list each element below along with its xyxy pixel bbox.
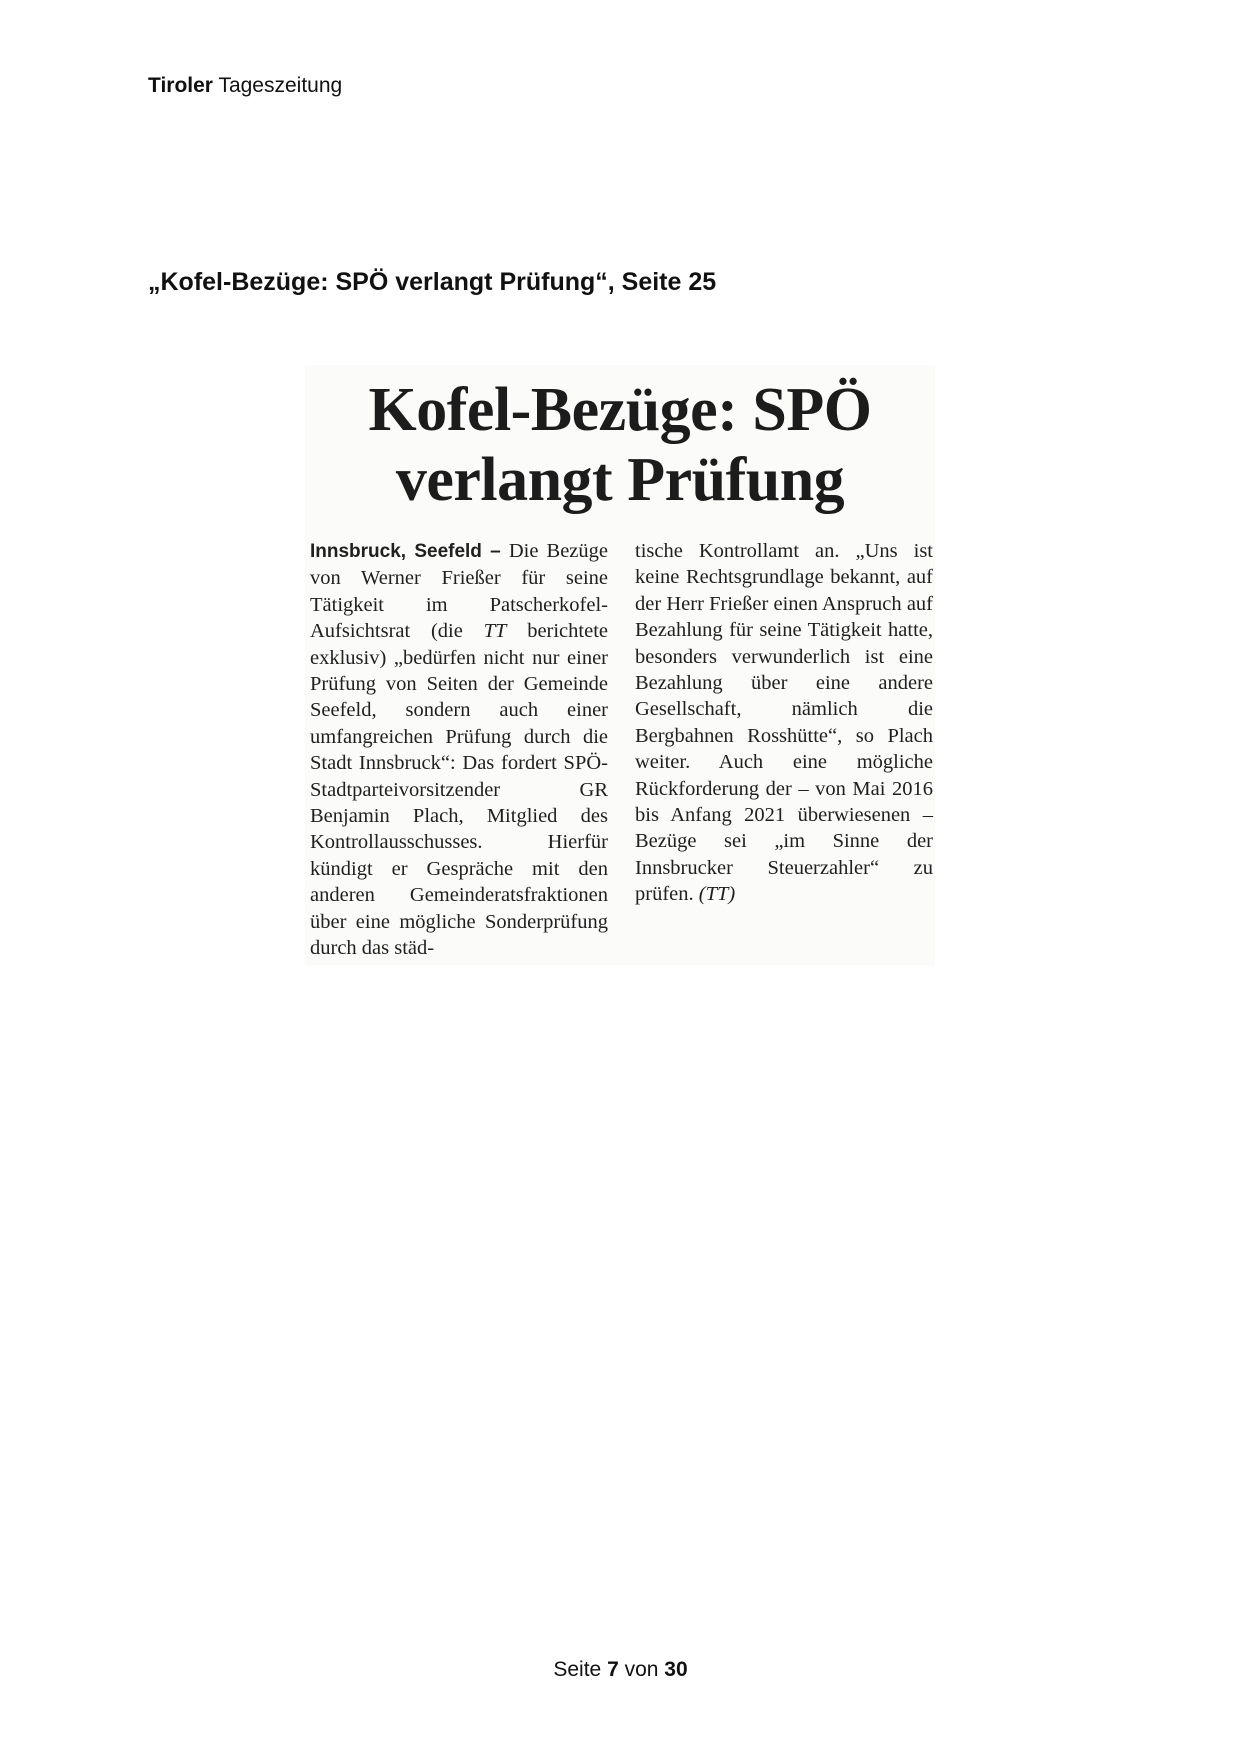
newspaper-clipping [305, 365, 935, 965]
page-word: Seite [553, 1658, 602, 1681]
publication-name-bold: Tiroler [148, 74, 213, 97]
headline-line-1: Kofel-Bezüge: SPÖ [368, 376, 872, 444]
article-column-left [310, 538, 608, 962]
article-citation: „Kofel-Bezüge: SPÖ verlangt Prüfung“, Seite 25 [148, 268, 717, 296]
page-current: 7 [607, 1658, 619, 1681]
headline-line-2: verlangt Prüfung [395, 446, 845, 514]
article-headline [305, 375, 935, 515]
article-column-right [635, 538, 933, 908]
page-total: 30 [664, 1658, 688, 1681]
page-number [0, 1656, 1241, 1684]
publication-name [148, 72, 342, 100]
page-of-word: von [624, 1658, 659, 1681]
article-dateline: Innsbruck, Seefeld – [310, 541, 501, 562]
article-body-part-2: berichtete exklusiv) „bedürfen nicht nur einer Prüfung von Seiten der Gemeinde Seefeld, sondern auch einer umfangreichen Prüfung durch die Stadt Innsbruck“: Das fordert SPÖ-Stadtparteivorsitzender GR Benjamin Plach, Mitglied des Kontrollausschusses. Hierfür kündigt er Gespräche mit den anderen Gemeinderatsfraktionen über eine mögliche Sonderprüfung durch das städ- [310, 620, 608, 960]
article-signature: (TT) [698, 883, 736, 906]
article-body-part-3: tische Kontrollamt an. „Uns ist keine Rechtsgrundlage bekannt, auf der Herr Frießer einen Anspruch auf Bezahlung für seine Tätigkeit hatte, besonders verwunderlich ist eine Bezahlung über eine andere Gesellschaft, nämlich die Bergbahnen Rosshütte“, so Plach weiter. Auch eine mögliche Rückforderung der – von Mai 2016 bis Anfang 2021 überwiesenen – Bezüge sei „im Sinne der Innsbrucker Steuerzahler“ zu prüfen. [635, 540, 933, 906]
article-body-part-1: Die Bezüge von Werner Frießer für seine Tätigkeit im Patscherkofel-Aufsichtsrat (die [310, 540, 608, 643]
publication-name-regular: Tageszeitung [218, 74, 343, 97]
article-body-italic: TT [483, 620, 507, 643]
